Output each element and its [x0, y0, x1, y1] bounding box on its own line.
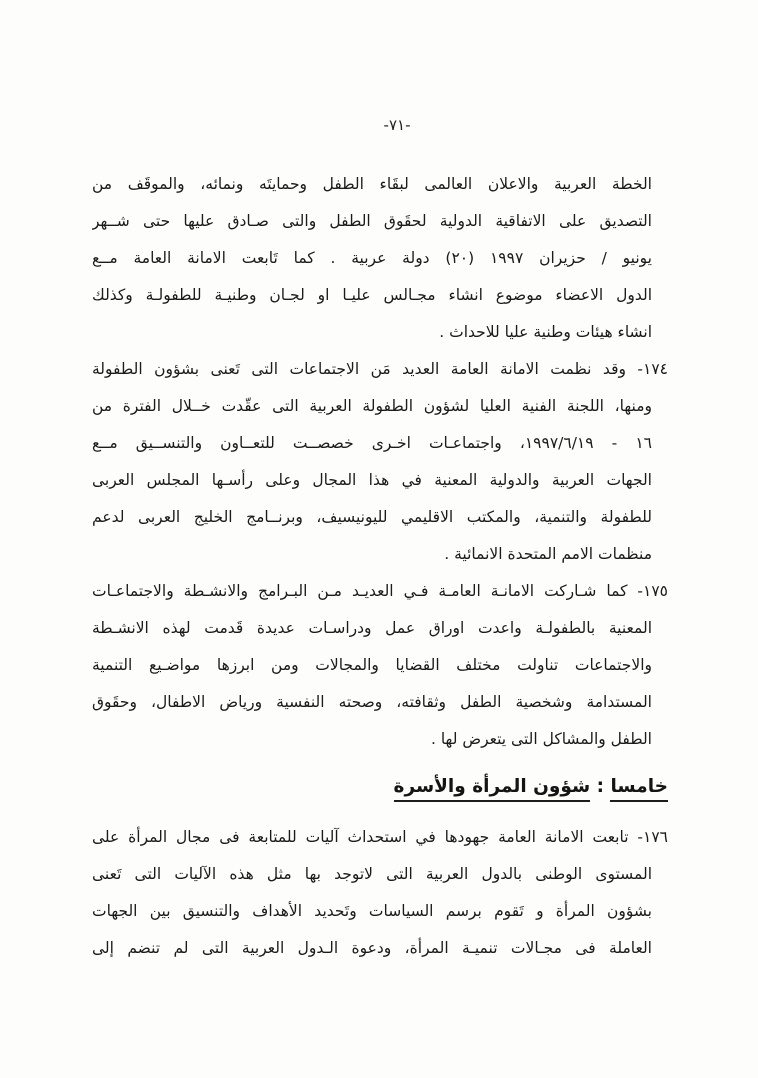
text-line: الخطة العربية والاعلان العالمى لبقَاء الطفل وحمايتَه ونمائه، والموقَف من: [92, 175, 652, 193]
text-line: المعنية بالطفولـة واعدت اوراق عمل ودراسـات عديدة قَدمت لهذه الانشـطة: [92, 619, 652, 637]
text-line: المستدامة وشخصية الطفل وثقافته، وصحته النفسية ورياض الاطفال، وحقَوق: [92, 693, 652, 711]
paragraph-number: ١٧٦-: [637, 828, 668, 846]
text-line: الطفل والمشاكل التى يتعرض لها .: [430, 730, 652, 748]
section-heading-women-family: [92, 770, 668, 810]
text-line: يونيو / حزيران ١٩٩٧ (٢٠) دولة عربية . كما تَابعت الامانة العامة مــع: [92, 249, 652, 267]
text-line: والاجتماعات تناولت مختلف القضايا والمجالات ومن ابرزها مواضـيع التنمية: [92, 656, 652, 674]
paragraph-number: ١٧٤-: [637, 360, 668, 378]
page-number: -٧١-: [383, 116, 411, 134]
text-line: انشاء هيئات وطنية عليا للاحداث .: [439, 323, 652, 341]
paragraph-number: ١٧٥-: [637, 582, 668, 600]
heading-separator: :: [590, 776, 611, 797]
paragraph-176: [92, 819, 668, 967]
text-line: ١٧٤- وقد نظمت الامانة العامة العديد مَن الاجتماعات التى تَعنى بشؤون الطفولة: [92, 360, 668, 378]
document-body: [0, 134, 758, 967]
paragraph-continuation: [92, 166, 668, 351]
text-line: بشؤون المرأة و تَقوم برسم السياسات وتَحديد الأهداف والتنسيق بين الجهات: [92, 902, 652, 920]
text-line: ١٦ - ١٩٩٧/٦/١٩، واجتماعـات اخـرى خصصــت للتعــاون والتنســيق مــع: [92, 434, 652, 452]
heading-title: شؤون المرأة والأسرة: [394, 776, 591, 802]
text-line: التصديق على الاتفاقية الدولية لحقَوق الطفل والتى صـادق عليها حتى شــهر: [92, 212, 652, 230]
paragraph-175: [92, 573, 668, 758]
text-line: المستوى الوطنى بالدول العربية التى لاتوجد بها مثل هذه الآليات التى تَعنى: [92, 865, 652, 883]
text-line: الدول الاعضاء موضوع انشاء مجـالس عليـا او لجـان وطنيـة للطفولـة وكذلك: [92, 286, 652, 304]
text-line: ١٧٦- تابعت الامانة العامة جهودها في استحداث آليات للمتابعة فى مجال المرأة على: [92, 828, 668, 846]
text-line: ١٧٥- كما شـاركت الامانـة العامـة فـي العديـد مـن البـرامج والانشـطة والاجتماعـات: [92, 582, 668, 600]
text-line: للطفولة والتنمية، والمكتب الاقليمي لليونيسيف، وبرنــامج الخليج العربى لدعم: [92, 508, 652, 526]
paragraph-174: [92, 351, 668, 573]
text-line: ومنها، اللجنة الفنية العليا لشؤون الطفولة العربية التى عقّدت خــلال الفترة من: [92, 397, 652, 415]
heading-keyword: خامسا: [610, 776, 668, 802]
text-line: منظمات الامم المتحدة الانمائية .: [444, 545, 652, 563]
text-line: العاملة فى مجـالات تنميـة المرأة، ودعوة الـدول العربية التى لم تنضم إلى: [92, 939, 652, 957]
text-line: الجهات العربية والدولية المعنية في هذا المجال وعلى رأسـها المجلس العربى: [92, 471, 652, 489]
